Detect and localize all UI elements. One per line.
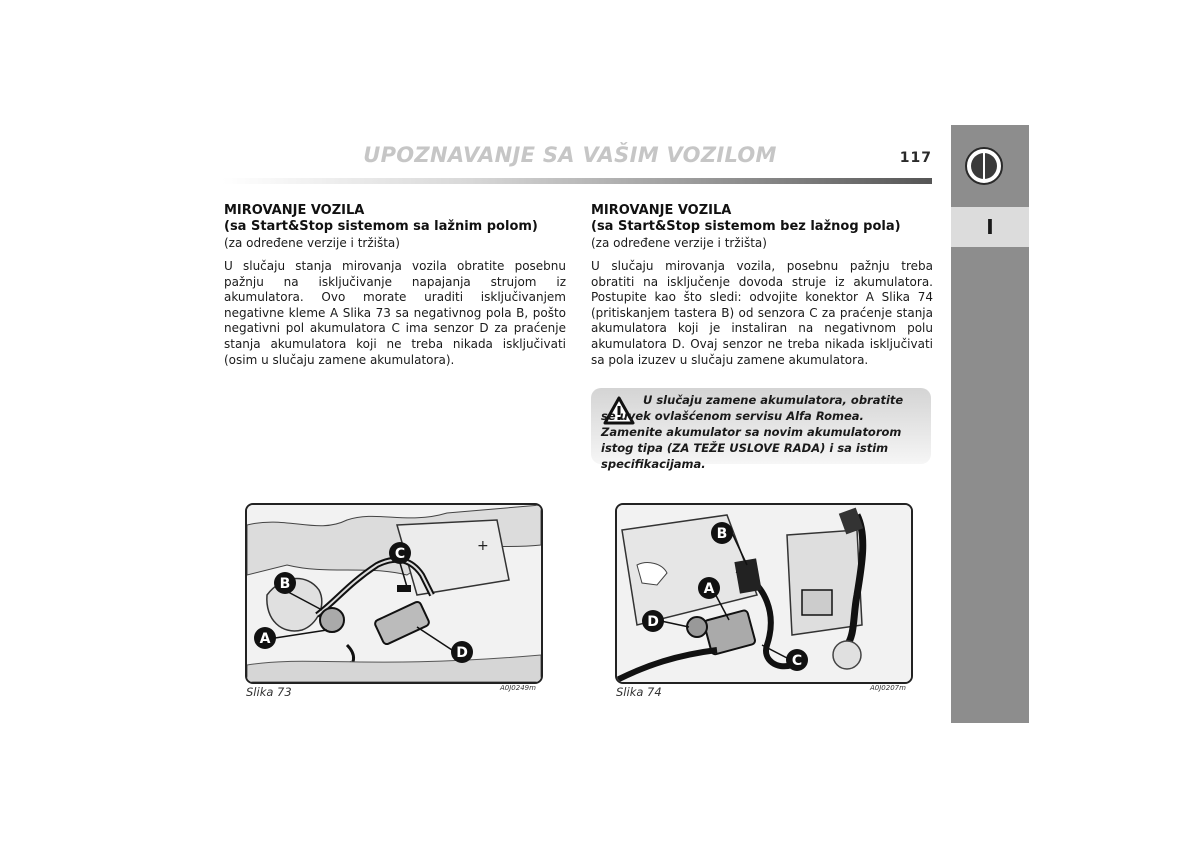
page-number: 117 (899, 150, 932, 166)
figure-code: A0J0207m (870, 684, 906, 692)
section-note: (za određene verzije i tržišta) (224, 236, 400, 250)
battery-illustration-74 (617, 505, 911, 682)
callout-a (254, 627, 276, 649)
callout-b (274, 572, 296, 594)
section-title: MIROVANJE VOZILA (224, 203, 365, 218)
page-header-title: UPOZNAVANJE SA VAŠIM VOZILOM (363, 143, 777, 167)
section-body: U slučaju mirovanja vozila, posebnu pažnju treba obratiti na isključenje dovoda struje iz akumulatora. Postupite kao što sledi: odvojite konektor A Slika 74 (pritiskanjem tastera B) od senzora C za praćenje stanja akumulatora koji je instaliran na negativnom polu akumulatora D. Ovaj senzor ne treba nikada isključivati sa pola izuzev u slučaju zamene akumulatora. (591, 259, 933, 367)
callout-b (711, 522, 733, 544)
warning-text: U slučaju zamene akumulatora, obratite se uvek ovlašćenom servisu Alfa Romea. Zamenite akumulator sa novim akumulatorom istog tipa (ZA TEŽE USLOVE RADA) i sa istim specifikacijama. (601, 393, 904, 471)
right-column (591, 203, 933, 368)
chapter-number: I (951, 207, 1029, 247)
figure-caption: Slika 73 (246, 685, 292, 699)
header-divider (222, 178, 932, 184)
figure-code: A0J0249m (500, 684, 536, 692)
section-subtitle: (sa Start&Stop sistemom sa lažnim polom) (224, 219, 538, 234)
callout-c (786, 649, 808, 671)
logo-area (951, 125, 1029, 205)
svg-text:A: A (259, 631, 271, 647)
svg-text:B: B (279, 576, 291, 592)
svg-text:D: D (647, 614, 659, 630)
callout-d (451, 641, 473, 663)
svg-text:B: B (716, 526, 728, 542)
callout-c (389, 542, 411, 564)
figure-74 (615, 503, 913, 684)
figure-caption: Slika 74 (616, 685, 662, 699)
svg-text:A: A (703, 581, 715, 597)
callout-d (642, 610, 664, 632)
section-note: (za određene verzije i tržišta) (591, 236, 767, 250)
svg-text:C: C (791, 653, 803, 669)
svg-text:D: D (456, 645, 468, 661)
section-subtitle: (sa Start&Stop sistemom bez lažnog pola) (591, 219, 901, 234)
svg-text:+: + (477, 538, 489, 554)
section-title: MIROVANJE VOZILA (591, 203, 732, 218)
battery-illustration-73 (247, 505, 541, 682)
alfa-romeo-logo-icon (965, 147, 1003, 185)
callout-a (698, 577, 720, 599)
warning-box (591, 388, 931, 471)
svg-text:C: C (394, 546, 406, 562)
left-column (224, 203, 566, 368)
figure-73 (245, 503, 543, 684)
section-body: U slučaju stanja mirovanja vozila obratite posebnu pažnju na isključivanje napajanja strujom iz akumulatora. Ovo morate uraditi isključivanjem negativne kleme A Slika 73 sa negativnog pola B, pošto negativni pol akumulatora C ima senzor D za praćenje stanja akumulatora koji ne treba nikada isključivati (osim u slučaju zamene akumulatora). (224, 259, 566, 367)
chapter-side-tab (951, 125, 1029, 723)
